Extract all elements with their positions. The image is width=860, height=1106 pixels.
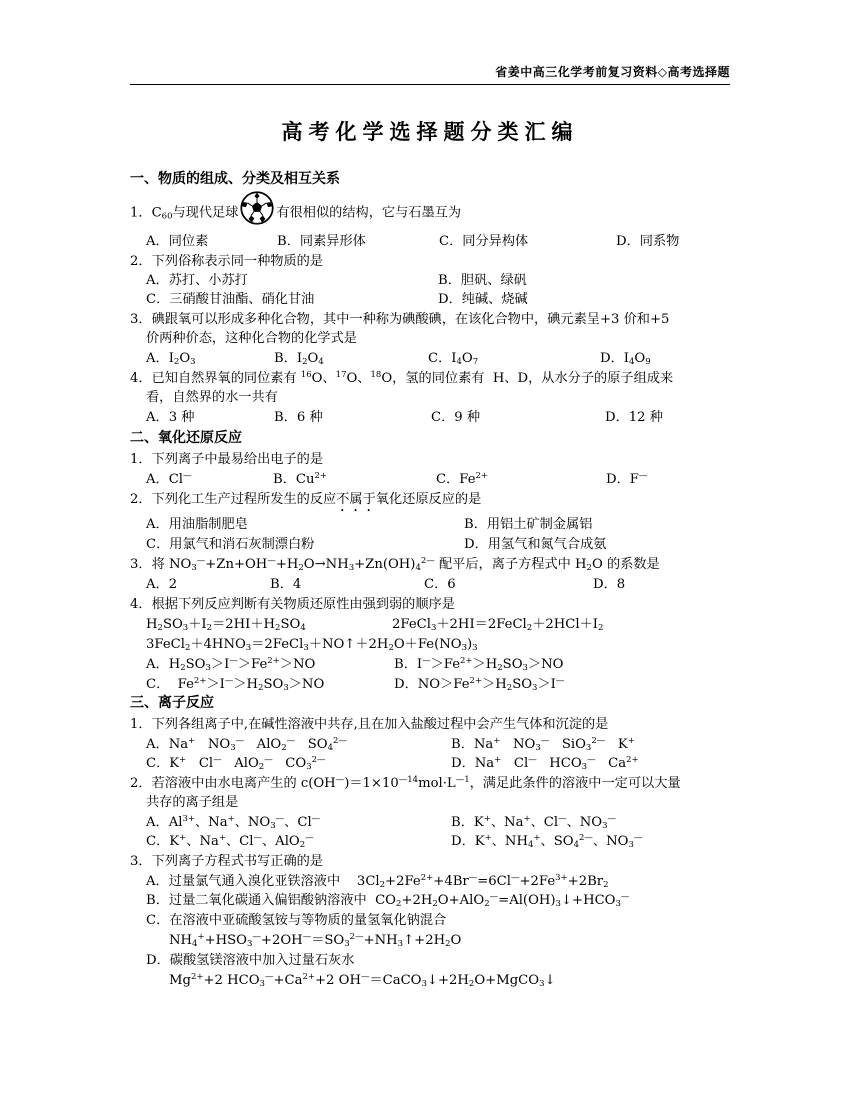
section-3-heading: 三、离子反应 — [130, 695, 214, 711]
s3-q3-option-a: A．过量氯气通入溴化亚铁溶液中 $3Cl_2+2Fe^{2+}+4Br^—=6Cl^—+2Fe^{3+}+2Br_2$ — [146, 873, 609, 890]
s1-q3-stem-2: 价两种价态，这种化合物的化学式是 — [146, 331, 357, 346]
option-c: C．同分异构体 — [439, 234, 529, 249]
s2-q4-stem: 4．根据下列反应判断有关物质还原性由强到弱的顺序是 — [130, 597, 455, 612]
s2-q3-stem: 3．将 $NO_3^—+Zn+OH^—+H_2O\to NH_3+Zn(OH)_4^{2—}$ 配平后，离子方程式中 $H_2O$ 的系数是 — [130, 556, 660, 573]
section-1-heading: 一、物质的组成、分类及相互关系 — [130, 171, 340, 187]
option-b: B．同素异形体 — [277, 234, 366, 249]
s3-q3-option-c: C．在溶液中亚硫酸氢铵与等物质的量氢氧化钠混合 — [146, 913, 447, 928]
s3-q2-stem-2: 共存的离子组是 — [146, 795, 239, 810]
s1-q1-stem: 1．$C_{60}$与现代足球 有很相似的结构，它与石墨互为 — [130, 201, 461, 225]
soccer-ball-icon — [240, 191, 274, 225]
s3-q3-option-c-eq: $NH_4^++HSO_3^—+2OH^—=SO_3^{2—}+NH_3↑+2H_2O$ — [169, 932, 462, 949]
s2-q2-stem: 2．下列化工生产过程所发生的反应不属于氧化还原反应的是 — [130, 492, 482, 507]
s2-q1-stem: 1．下列离子中最易给出电子的是 — [130, 452, 324, 467]
s3-q1-stem: 1．下列各组离子中,在碱性溶液中共存,且在加入盐酸过程中会产生气体和沉淀的是 — [130, 717, 609, 732]
page-title: 高考化学选择题分类汇编 — [281, 119, 579, 144]
s3-q3-option-d-eq: $Mg^{2+}+2$ $HCO_3^—+Ca^{2+}+2$ $OH^—=CaCO_3↓+2H_2O+MgCO_3↓$ — [169, 972, 556, 989]
s3-q2-stem-1: 2．若溶液中由水电离产生的 $c(OH^—)=1\times 10^{—14}mol\cdot L^{—1}$，满足此条件的溶液中一定可以大量 — [130, 775, 681, 791]
s3-q3-option-b: B．过量二氧化碳通入偏铝酸钠溶液中 $CO_2+2H_2O+AlO_2^—=Al(OH)_3↓+HCO_3^—$ — [146, 892, 630, 909]
s1-q4-stem-2: 看，自然界的水一共有 — [146, 390, 278, 405]
s1-q2-stem: 2．下列俗称表示同一种物质的是 — [130, 254, 324, 269]
s1-q3-stem-1: 3．碘跟氧可以形成多种化合物，其中一种称为碘酸碘，在该化合物中，碘元素呈+3 价和+5 — [130, 312, 670, 327]
header-rule — [130, 84, 730, 85]
running-header: 省姜中高三化学考前复习资料◇高考选择题 — [495, 65, 730, 79]
option-d: D．同系物 — [616, 234, 680, 249]
document-page: 省姜中高三化学考前复习资料◇高考选择题 高考化学选择题分类汇编 一、物质的组成、分类及相互关系 1．$C_{60}$与现代足球 有很相似的结构，它与石墨互为 A．同位素 B．同素异形体 C．同分异构体 D．同系物 2．下列俗称表示同一种物质的是 A．苏打、小苏打 B．胆矾、绿矾 C．三硝酸甘油酯、硝化甘油 D．纯碱、烧碱 3．碘跟氧可以形成多种化合物，其中一种称为碘酸碘，在该化合物中，碘元素呈+3 价和+5 价两种价态，这种化合物的化学式是 A．$I_2O_3$ B．$I_2O_4$ C．$I_4O_7$ D．$I_4O_9$ 4．已知自然界氧的同位素有 $^{16}$O、$^{17}$O、$^{18}$O，氢的同位素有 H、D，从水分子的原子组成来 看，自然界的水一共有 A．3 种 B．6 种 C．9 种 D．12 种 二、氧化还原反应 1．下列离子中最易给出电子的是 A．Cl— B．$Cu^{2+}$ C．$Fe^{2+}$ D．F— 2．下列化工生产过程所发生的反应不属于氧化还原反应的是 A．用油脂制肥皂 B．用铝土矿制金属铝 C．用氯气和消石灰制漂白粉 D．用氢气和氮气合成氨 3．将 $NO_3^—+Zn+OH^—+H_2O\to NH_3+Zn(OH)_4^{2—}$ 配平后，离子方程式中 $H_2O$ 的系数是 A．2 B．4 C．6 D．8 4．根据下列反应判断有关物质还原性由强到弱的顺序是 $H_2SO_3+I_2=2HI+H_2SO_4$ $2FeCl_3+2HI=2FeCl_2+2HCl+I_2$ $3FeCl_2+4HNO_3=2FeCl_3+NO↑+2H_2O+Fe(NO_3)_3$ A．$H_2SO_3>I^—>Fe^{2+}>NO$ B．$I^—>Fe^{2+}>H_2SO_3>NO$ C． $Fe^{2+}>I^—>H_2SO_3>NO$ D．$NO>Fe^{2+}>H_2SO_3>I^—$ 三、离子反应 1．下列各组离子中,在碱性溶液中共存,且在加入盐酸过程中会产生气体和沉淀的是 A．Na+ $NO_3^—$ AlO$_2$— $SO_4^{2—}$ B．Na+ $NO_3^—$ SiO$_3^{2—}$ K+ C．K+ Cl— AlO$_2$— $CO_3^{2—}$ D．Na+ Cl— $HCO_3^—$ $Ca^{2+}$ 2．若溶液中由水电离产生的 $c(OH^—)=1\times 10^{—14}mol\cdot L^{—1}$，满足此条件的溶液中一定可以大量 共存的离子组是 A．$Al^{3+}$、Na+、$NO_3^—$、Cl— B．K+、Na+、Cl—、$NO_3^—$ C．K+、Na+、Cl—、AlO$_2$— D．K+、$NH_4^+$、$SO_4^{2—}$、$NO_3^—$ 3．下列离子方程式书写正确的是 A．过量氯气通入溴化亚铁溶液中 $3Cl_2+2Fe^{2+}+4Br^—=6Cl^—+2Fe^{3+}+2Br_2$ B．过量二氧化碳通入偏铝酸钠溶液中 $CO_2+2H_2O+AlO_2^—=Al(OH)_3↓+HCO_3^—$ C．在溶液中亚硫酸氢铵与等物质的量氢氧化钠混合 $NH_4^++HSO_3^—+2OH^—=SO_3^{2—}+NH_3↑+2H_2O$ D．碳酸氢镁溶液中加入过量石灰水 $Mg^{2+}+2$ $HCO_3^—+Ca^{2+}+2$ $OH^—=CaCO_3↓+2H_2O+MgCO_3↓$ — [0, 0, 860, 1106]
s1-q4-stem-1: 4．已知自然界氧的同位素有 $^{16}$O、$^{17}$O、$^{18}$O，氢的同位素有 H、D，从水分子的原子组成来 — [130, 370, 674, 386]
s3-q3-option-d: D．碳酸氢镁溶液中加入过量石灰水 — [146, 953, 355, 968]
s2-q4-eq-2: $3FeCl_2+4HNO_3=2FeCl_3+NO↑+2H_2O+Fe(NO_3)_3$ — [146, 637, 478, 653]
section-2-heading: 二、氧化还原反应 — [130, 430, 242, 446]
option-a: A．同位素 — [146, 234, 209, 249]
s3-q3-stem: 3．下列离子方程式书写正确的是 — [130, 854, 324, 869]
